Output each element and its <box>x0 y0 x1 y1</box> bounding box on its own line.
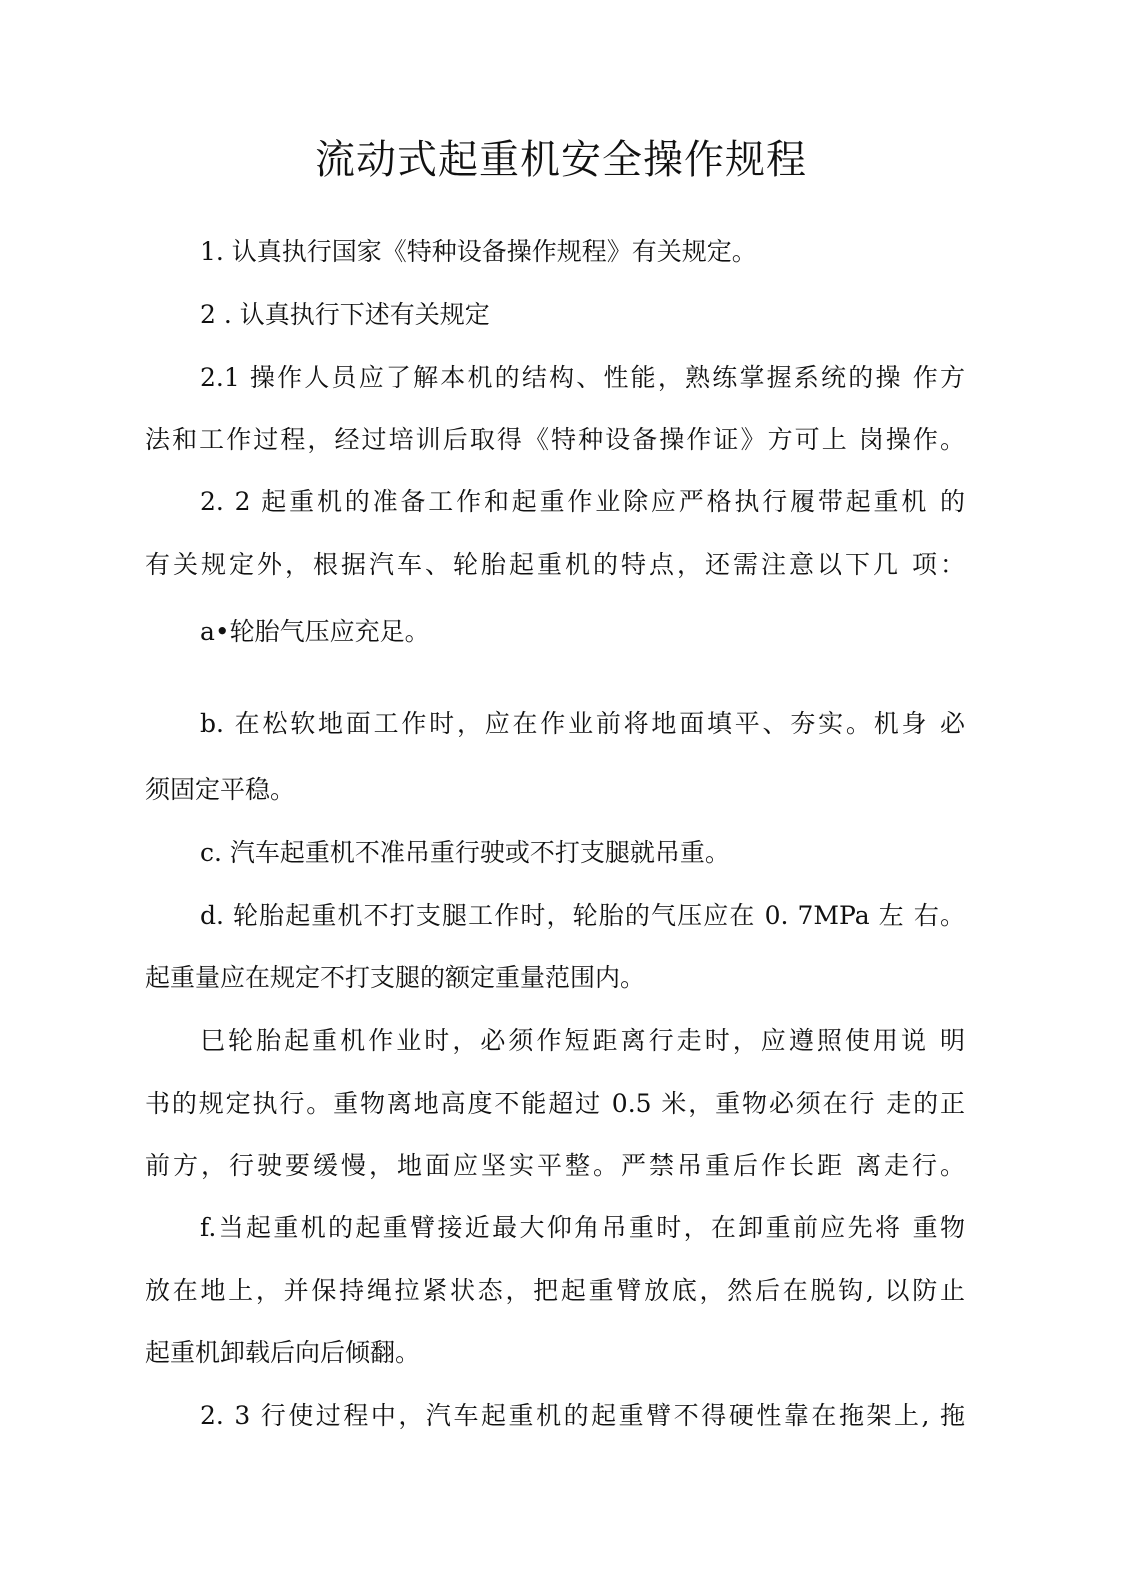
paragraph-line: 有关规定外，根据汽车、轮胎起重机的特点，还需注意以下几 项： <box>145 550 965 579</box>
paragraph-line: f.当起重机的起重臂接近最大仰角吊重时，在卸重前应先将 重物 <box>200 1213 965 1242</box>
paragraph-line: 2 . 认真执行下述有关规定 <box>200 300 490 329</box>
paragraph-line: a•轮胎气压应充足。 <box>200 617 430 646</box>
paragraph-line: 起重机卸载后向后倾翻。 <box>145 1338 421 1367</box>
paragraph-line: 起重量应在规定不打支腿的额定重量范围内。 <box>145 963 646 992</box>
paragraph-line: 2. 3 行使过程中，汽车起重机的起重臂不得硬性靠在拖架上, 拖 <box>200 1401 965 1430</box>
paragraph-line: c. 汽车起重机不准吊重行驶或不打支腿就吊重。 <box>200 838 730 867</box>
document-title: 流动式起重机安全操作规程 <box>315 137 807 183</box>
paragraph-line: 法和工作过程，经过培训后取得《特种设备操作证》方可上 岗操作。 <box>145 425 965 454</box>
paragraph-line: 放在地上，并保持绳拉紧状态，把起重臂放底，然后在脱钩, 以防止 <box>145 1276 965 1305</box>
paragraph-line: b. 在松软地面工作时，应在作业前将地面填平、夯实。机身 必 <box>200 709 965 738</box>
paragraph-line: 2. 2 起重机的准备工作和起重作业除应严格执行履带起重机 的 <box>200 487 965 516</box>
paragraph-line: 书的规定执行。重物离地高度不能超过 0.5 米，重物必须在行 走的正 <box>145 1089 965 1118</box>
paragraph-line: 须固定平稳。 <box>145 775 296 804</box>
paragraph-line: d. 轮胎起重机不打支腿工作时，轮胎的气压应在 0. 7MPa 左 右。 <box>200 901 965 930</box>
paragraph-line: 巳轮胎起重机作业时，必须作短距离行走时，应遵照使用说 明 <box>200 1026 965 1055</box>
paragraph-line: 前方，行驶要缓慢，地面应坚实平整。严禁吊重后作长距 离走行。 <box>145 1151 965 1180</box>
paragraph-line: 1. 认真执行国家《特种设备操作规程》有关规定。 <box>200 237 757 266</box>
paragraph-line: 2.1 操作人员应了解本机的结构、性能，熟练掌握系统的操 作方 <box>200 363 965 392</box>
